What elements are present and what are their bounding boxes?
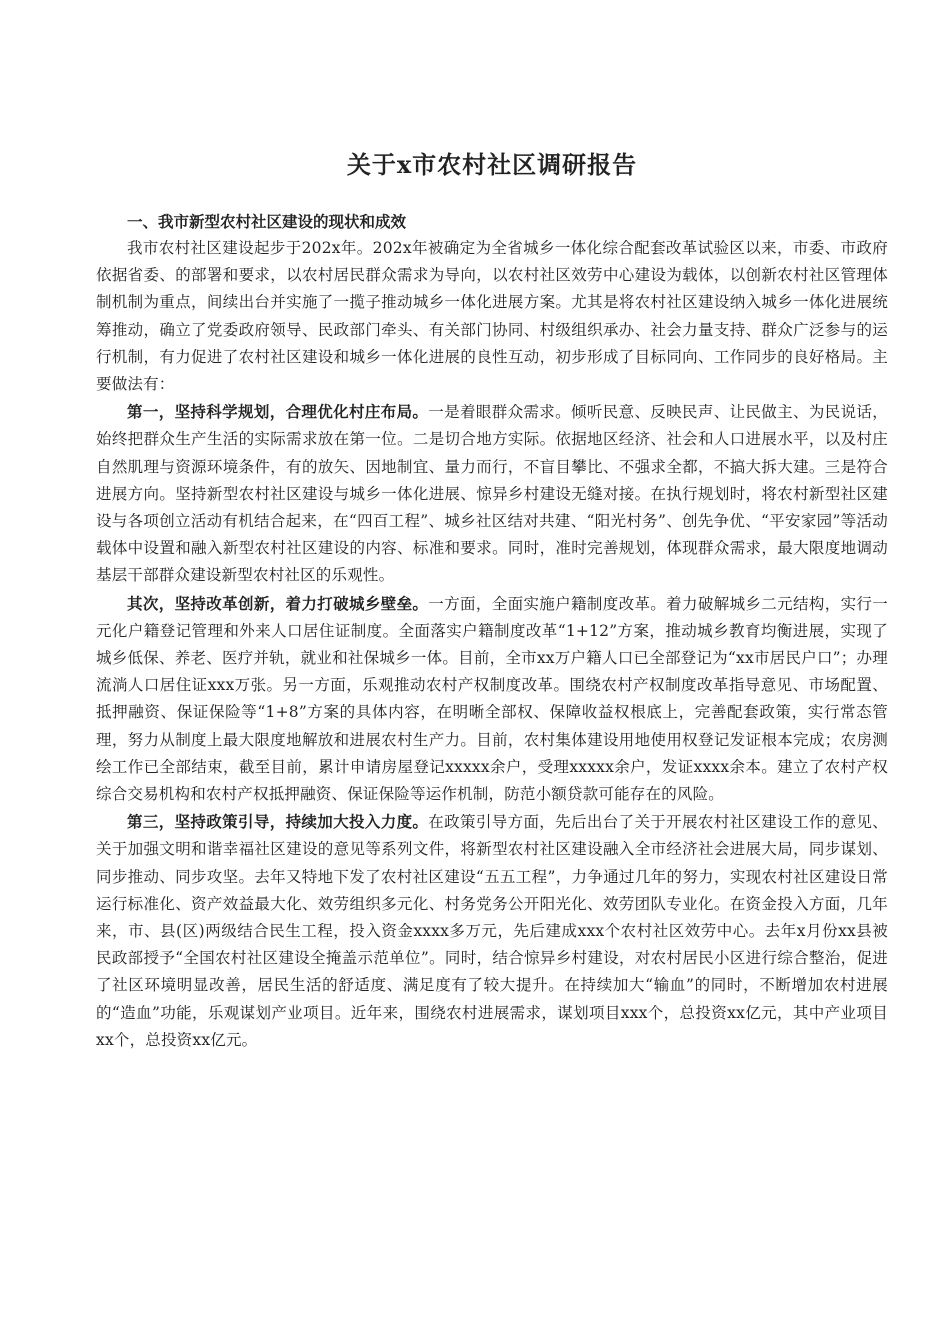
paragraph-intro [96, 235, 888, 398]
paragraph-first [96, 398, 888, 589]
document-title: 关于x市农村社区调研报告 [346, 150, 638, 179]
paragraph-third [96, 808, 888, 1054]
paragraph-text: 一是着眼群众需求。倾听民意、反映民声、让民做主、为民说话，始终把群众生产生活的实际需求放在第一位。二是切合地方实际。依据地区经济、社会和人口进展水平，以及村庄自然肌理与资源环境条件，有的放矢、因地制宜、量力而行，不盲目攀比、不强求全都，不搞大拆大建。三是符合进展方向。坚持新型农村社区建设与城乡一体化进展、惊异乡村建设无缝对接。在执行规划时，将农村新型社区建设与各项创立活动有机结合起来，在“四百工程”、城乡社区结对共建、“阳光村务”、创先争优、“平安家园”等活动载体中设置和融入新型农村社区建设的内容、标准和要求。同时，准时完善规划，体现群众需求，最大限度地调动基层干部群众建设新型农村社区的乐观性。 [96, 403, 888, 585]
paragraph-lead: 第三，坚持政策引导，持续加大投入力度。 [127, 812, 429, 832]
section-heading: 一、我市新型农村社区建设的现状和成效 [127, 212, 407, 231]
paragraph-second [96, 590, 888, 809]
paragraph-text: 一方面，全面实施户籍制度改革。着力破解城乡二元结构，实行一元化户籍登记管理和外来人口居住证制度。全面落实户籍制度改革“1+12”方案，推动城乡教育均衡进展，实现了城乡低保、养老、医疗并轨，就业和社保城乡一体。目前，全市xx万户籍人口已全部登记为“xx市居民户口”；办理流淌人口居住证xxx万张。另一方面，乐观推动农村产权制度改革。围绕农村产权制度改革指导意见、市场配置、抵押融资、保证保险等“1+8”方案的具体内容，在明晰全部权、保障收益权根底上，完善配套政策，实行常态管理，努力从制度上最大限度地解放和进展农村生产力。目前，农村集体建设用地使用权登记发证根本完成；农房测绘工作已全部结束，截至目前，累计申请房屋登记xxxxx余户，受理xxxxx余户，发证xxxx余本。建立了农村产权综合交易机构和农村产权抵押融资、保证保险等运作机制，防范小额贷款可能存在的风险。 [96, 594, 888, 804]
paragraph-lead: 其次，坚持改革创新，着力打破城乡壁垒。 [127, 593, 429, 613]
document-page [96, 148, 888, 1054]
paragraph-text: 在政策引导方面，先后出台了关于开展农村社区建设工作的意见、关于加强文明和谐幸福社区建设的意见等系列文件，将新型农村社区建设融入全市经济社会进展大局，同步谋划、同步推动、同步攻坚。去年又特地下发了农村社区建设“五五工程”，力争通过几年的努力，实现农村社区建设日常运行标准化、资产效益最大化、效劳组织多元化、村务党务公开阳光化、效劳团队专业化。在资金投入方面，几年来，市、县(区)两级结合民生工程，投入资金xxxx多万元，先后建成xxx个农村社区效劳中心。去年x月份xx县被民政部授予“全国农村社区建设全掩盖示范单位”。同时，结合惊异乡村建设，对农村居民小区进行综合整治，促进了社区环境明显改善，居民生活的舒适度、满足度有了较大提升。在持续加大“输血”的同时，不断增加农村进展的“造血”功能，乐观谋划产业项目。近年来，围绕农村进展需求，谋划项目xxx个，总投资xx亿元，其中产业项目xx个，总投资xx亿元。 [96, 813, 888, 1049]
paragraph-text: 我市农村社区建设起步于202x年。202x年被确定为全省城乡一体化综合配套改革试验区以来，市委、市政府依据省委、的部署和要求，以农村居民群众需求为导向，以农村社区效劳中心建设为载体，以创新农村社区管理体制机制为重点，间续出台并实施了一揽子推动城乡一体化进展方案。尤其是将农村社区建设纳入城乡一体化进展统筹推动，确立了党委政府领导、民政部门牵头、有关部门协同、村级组织承办、社会力量支持、群众广泛参与的运行机制，有力促进了农村社区建设和城乡一体化进展的良性互动，初步形成了目标同向、工作同步的良好格局。主要做法有： [96, 239, 888, 394]
paragraph-lead: 第一，坚持科学规划，合理优化村庄布局。 [127, 402, 429, 422]
